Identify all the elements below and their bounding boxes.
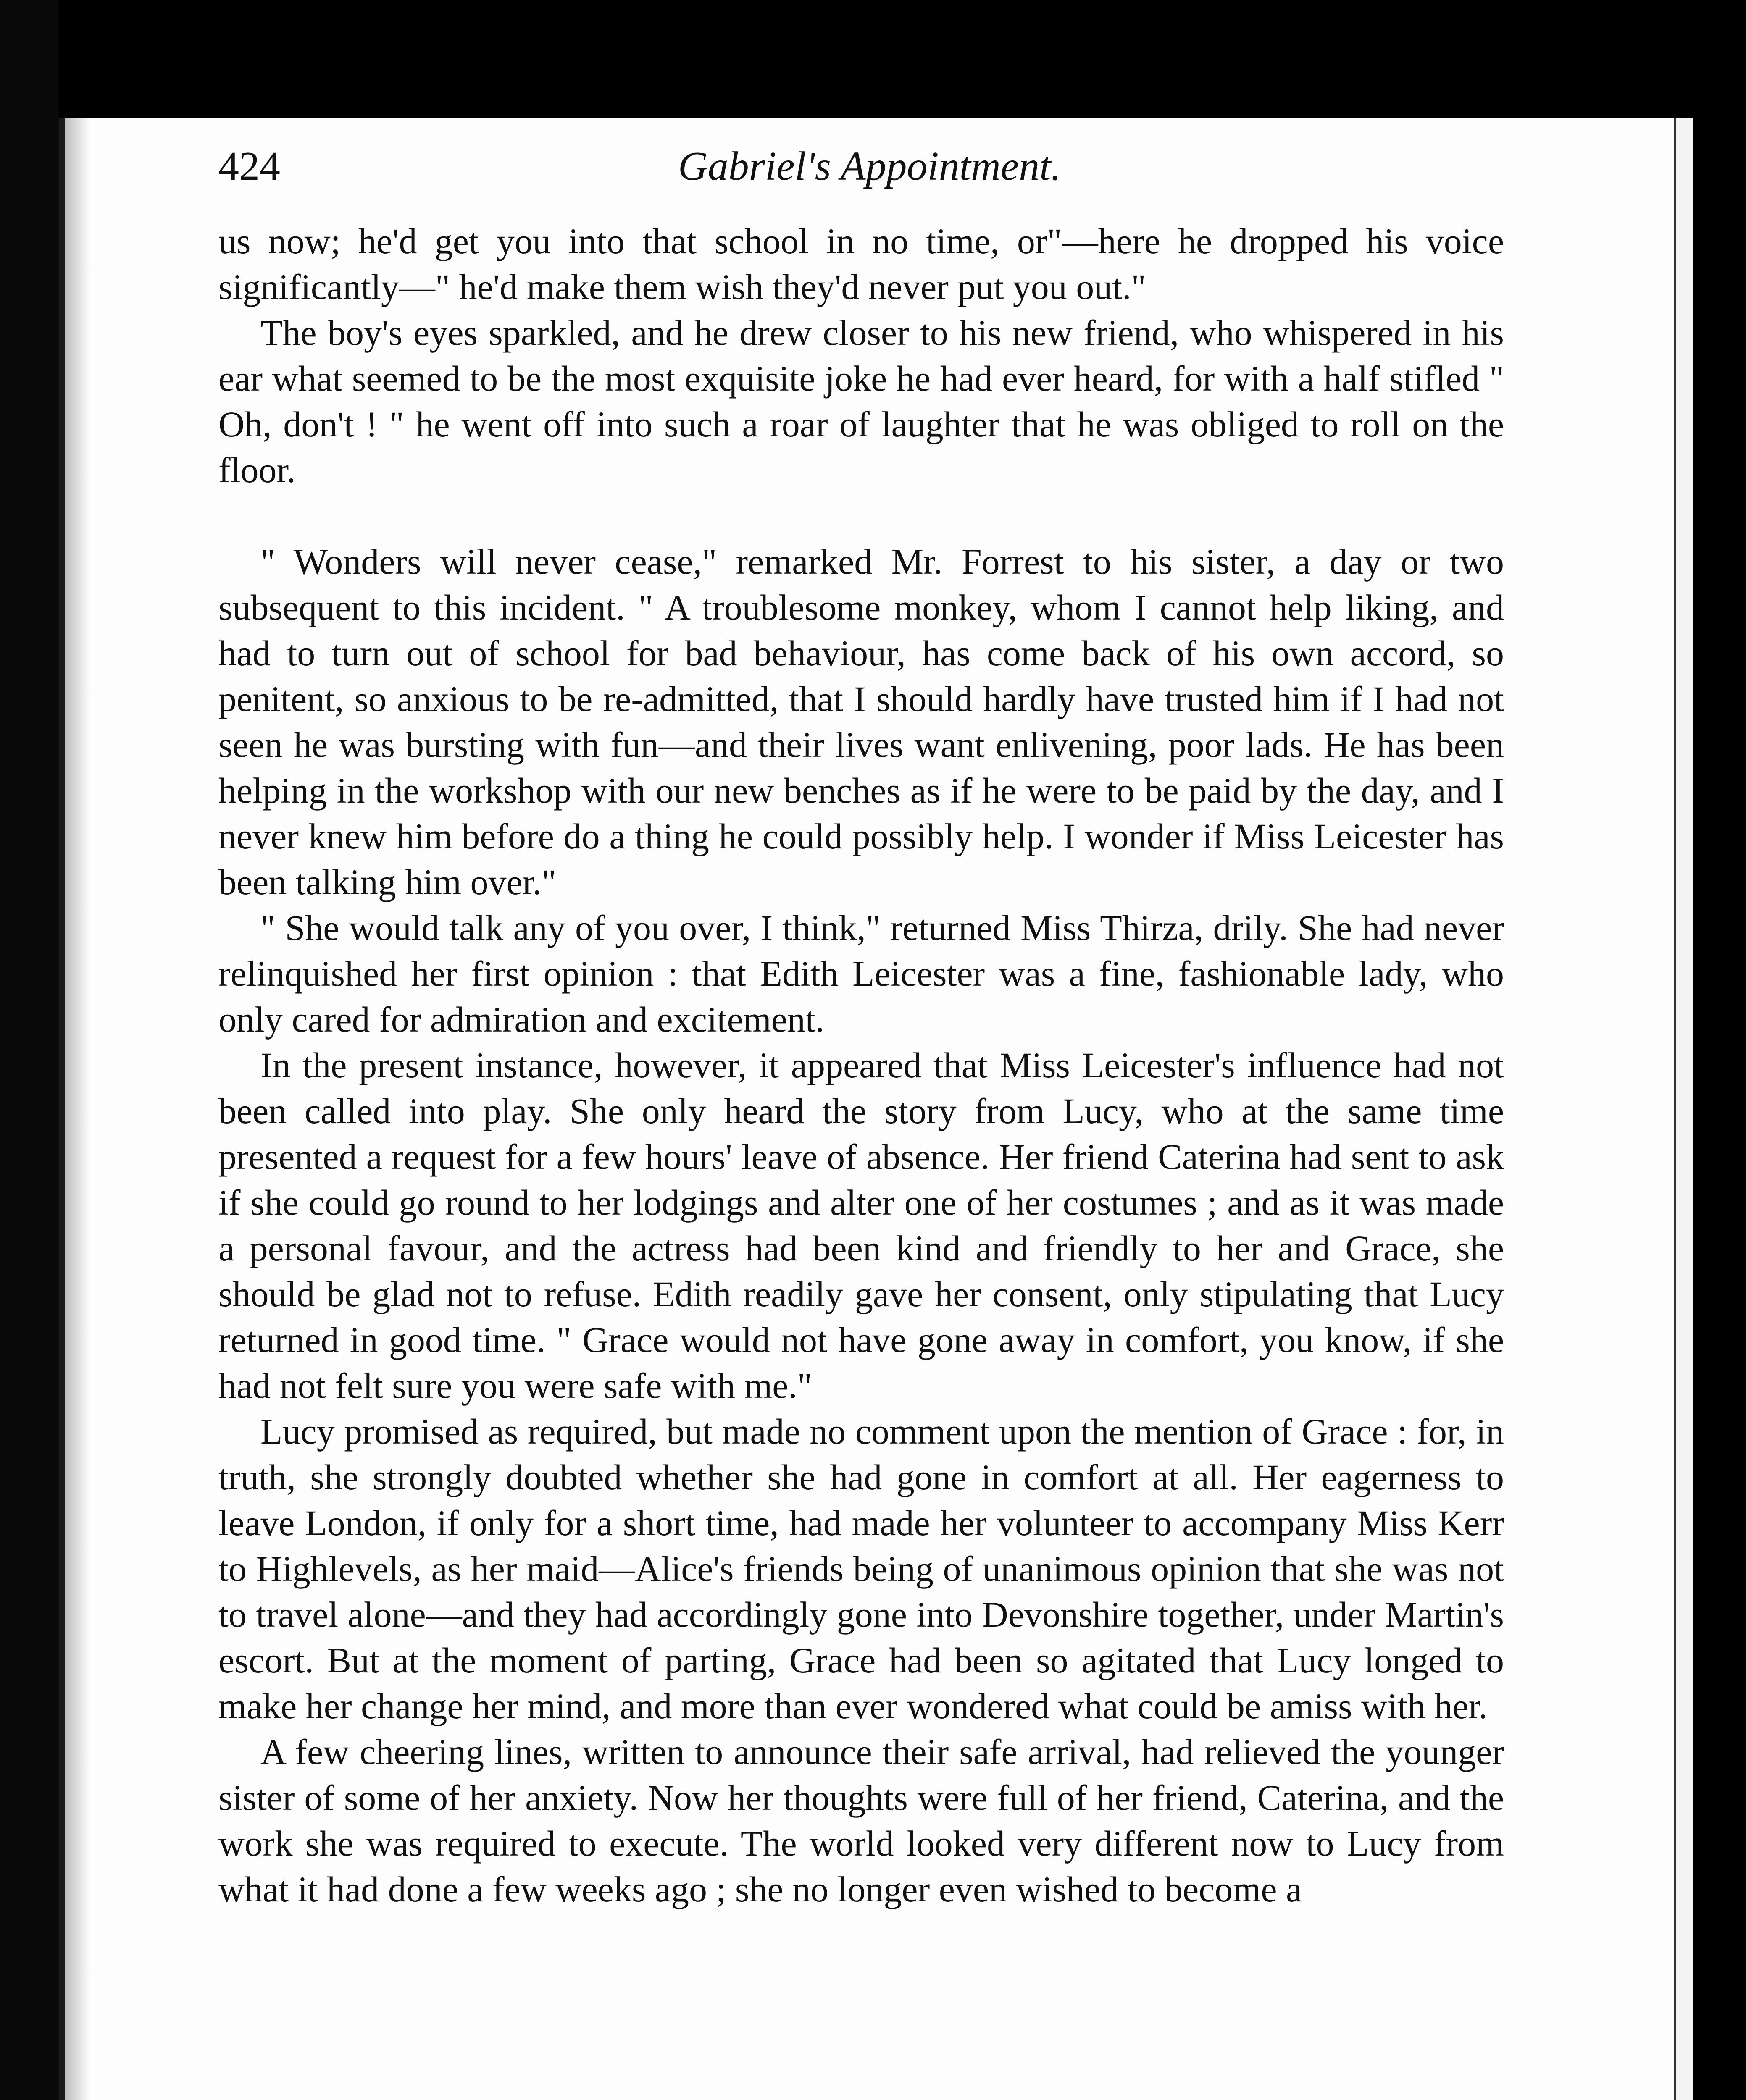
paragraph: A few cheering lines, written to announce their safe arrival, had relieved the younger sister of some of her anxiety. Now her thoughts were full of her friend, Caterina, and the work she was required to execute. The world looked very different now to Lucy from what it had done a few weeks ago ; she no longer even wished to become a xyxy=(218,1732,1504,1909)
paragraph: us now; he'd get you into that school in no time, or"—here he dropped his voice significantly—" he'd make them wish they'd never put you out." xyxy=(218,221,1504,307)
paragraph: Lucy promised as required, but made no comment upon the mention of Grace : for, in truth, she strongly doubted whether she had gone in comfort at all. Her eagerness to leave London, if only for a short time, had made her volunteer to accompany Miss Kerr to Highlevels, as her maid—Alice's friends being of unanimous opinion that she was not to travel alone—and they had accordingly gone into Devonshire together, under Martin's escort. But at the moment of parting, Grace had been so agitated that Lucy longed to make her change her mind, and more than ever wondered what could be amiss with her. xyxy=(218,1411,1504,1726)
body-text xyxy=(218,218,1504,1912)
scan-frame-top xyxy=(0,0,1746,118)
paragraph: " Wonders will never cease," remarked Mr. Forrest to his sister, a day or two subsequent to this incident. " A troublesome monkey, whom I cannot help liking, and had to turn out of school for bad behaviour, has come back of his own accord, so penitent, so anxious to be re-admitted, that I should hardly have trusted him if I had not seen he was bursting with fun—and their lives want enlivening, poor lads. He has been helping in the workshop with our new benches as if he were to be paid by the day, and I never knew him before do a thing he could possibly help. I wonder if Miss Leicester has been talking him over." xyxy=(218,541,1504,902)
page-number: 424 xyxy=(218,144,280,189)
section-break xyxy=(218,493,1504,539)
paragraph: The boy's eyes sparkled, and he drew closer to his new friend, who whispered in his ear what seemed to be the most exquisite joke he had ever heard, for with a half stifled " Oh, don't ! " he went off into such a roar of laughter that he was obliged to roll on the floor. xyxy=(218,312,1504,490)
paragraph: In the present instance, however, it appeared that Miss Leicester's influence had not been called into play. She only heard the story from Lucy, who at the same time presented a request for a few hours' leave of absence. Her friend Caterina had sent to ask if she could go round to her lodgings and alter one of her costumes ; and as it was made a personal favour, and the actress had been kind and friendly to her and Grace, she should be glad not to refuse. Edith readily gave her consent, only stipulating that Lucy returned in good time. " Grace would not have gone away in comfort, you know, if she had not felt sure you were safe with me." xyxy=(218,1045,1504,1406)
running-title: Gabriel's Appointment. xyxy=(678,144,1061,189)
page-header xyxy=(218,143,1521,193)
scan-frame-right xyxy=(1712,0,1746,2100)
paragraph: " She would talk any of you over, I think," returned Miss Thirza, drily. She had never relinquished her first opinion : that Edith Leicester was a fine, fashionable lady, who only cared for admiration and excitement. xyxy=(218,908,1504,1040)
gutter-shadow xyxy=(65,118,90,2100)
scan-frame-left xyxy=(0,0,59,2100)
page-right-edge xyxy=(1674,118,1693,2100)
